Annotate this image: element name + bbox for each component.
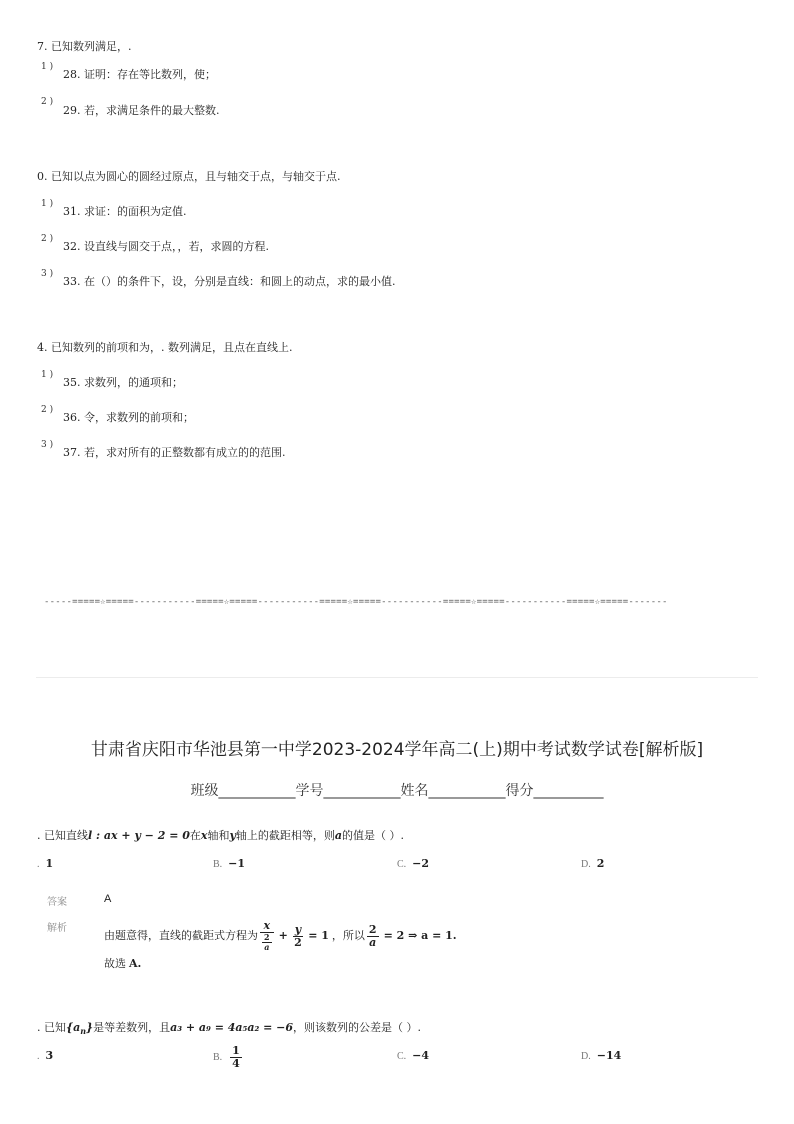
subquestion-marker: 1 ) xyxy=(41,370,54,380)
option-a: . 1 xyxy=(37,857,54,870)
subquestion-marker: 2 ) xyxy=(41,97,54,107)
option-c: C. −2 xyxy=(397,857,430,870)
student-info-fields: 班级___________学号___________姓名___________得分__________ xyxy=(190,783,604,799)
option-d: D. 2 xyxy=(581,857,605,870)
subquestion-marker: 3 ) xyxy=(41,440,54,450)
option-d: D. −14 xyxy=(581,1049,622,1062)
subquestion-28: 28. 证明：存在等比数列，使； xyxy=(63,68,216,81)
question-2-stem: . 已知$\{a_n\}$是等差数列，且a₃ + a₉ = 4a₅a₂ = −6，则该数列的公差是（ ）. xyxy=(37,1021,422,1037)
exam-title: 甘肃省庆阳市华池县第一中学2023-2024学年高二(上)期中考试数学试卷[解析版] xyxy=(90,740,704,760)
subquestion-32: 32. 设直线与圆交于点，，若，求圆的方程. xyxy=(63,240,269,253)
question-1-stem: . 已知直线l : ax + y − 2 = 0在x轴和y轴上的截距相等，则a的值是（ ）. xyxy=(37,829,405,842)
question-30-stem: 0. 已知以点为圆心的圆经过原点，且与轴交于点，与轴交于点. xyxy=(37,170,341,183)
analysis-text: 由题意得，直线的截距式方程为 $\frac{x}{\frac{2}{a}}$ + $\frac{y}{2}$ = 1 ，所以 $\frac{2}{a}$ = 2 ⇒ a = 1. xyxy=(104,919,457,952)
option-c: C. −4 xyxy=(397,1049,430,1062)
subquestion-33: 33. 在（）的条件下，设，分别是直线：和圆上的动点，求的最小值. xyxy=(63,275,396,288)
question-34-stem: 4. 已知数列的前项和为，. 数列满足，且点在直线上. xyxy=(37,341,293,354)
fraction: $\frac{y}{2}$ xyxy=(294,922,302,949)
subquestion-29: 29. 若，求满足条件的最大整数. xyxy=(63,104,220,117)
option-b: B. $\frac{1}{4}$ xyxy=(213,1044,240,1070)
fraction: $\frac{x}{\frac{2}{a}}$ xyxy=(260,920,274,952)
page-divider xyxy=(36,677,758,678)
conclusion-text: 故选 A. xyxy=(104,957,142,970)
subquestion-marker: 1 ) xyxy=(41,62,54,72)
subquestion-35: 35. 求数列，的通项和； xyxy=(63,376,183,389)
subquestion-marker: 1 ) xyxy=(41,199,54,209)
subquestion-31: 31. 求证：的面积为定值. xyxy=(63,205,187,218)
fraction: $\frac{2}{a}$ xyxy=(368,922,377,949)
option-a: . 3 xyxy=(37,1049,54,1062)
star-separator: -----=====☆=====-----------=====☆=====-----------=====☆=====-----------=====☆=====-----------=====☆=====------- xyxy=(44,597,668,607)
subquestion-marker: 3 ) xyxy=(41,269,54,279)
fraction: $\frac{1}{4}$ xyxy=(232,1044,240,1070)
subquestion-marker: 2 ) xyxy=(41,405,54,415)
answer-label: 答案 xyxy=(47,897,67,908)
fraction: $\frac{2}{a}$ xyxy=(264,932,270,952)
option-b: B. −1 xyxy=(213,857,246,870)
question-7-stem: 7. 已知数列满足，. xyxy=(37,40,132,53)
answer-value: A xyxy=(104,893,112,905)
subquestion-36: 36. 令，求数列的前项和； xyxy=(63,411,194,424)
subquestion-marker: 2 ) xyxy=(41,234,54,244)
analysis-label: 解析 xyxy=(47,923,67,934)
subquestion-37: 37. 若，求对所有的正整数都有成立的的范围. xyxy=(63,446,286,459)
